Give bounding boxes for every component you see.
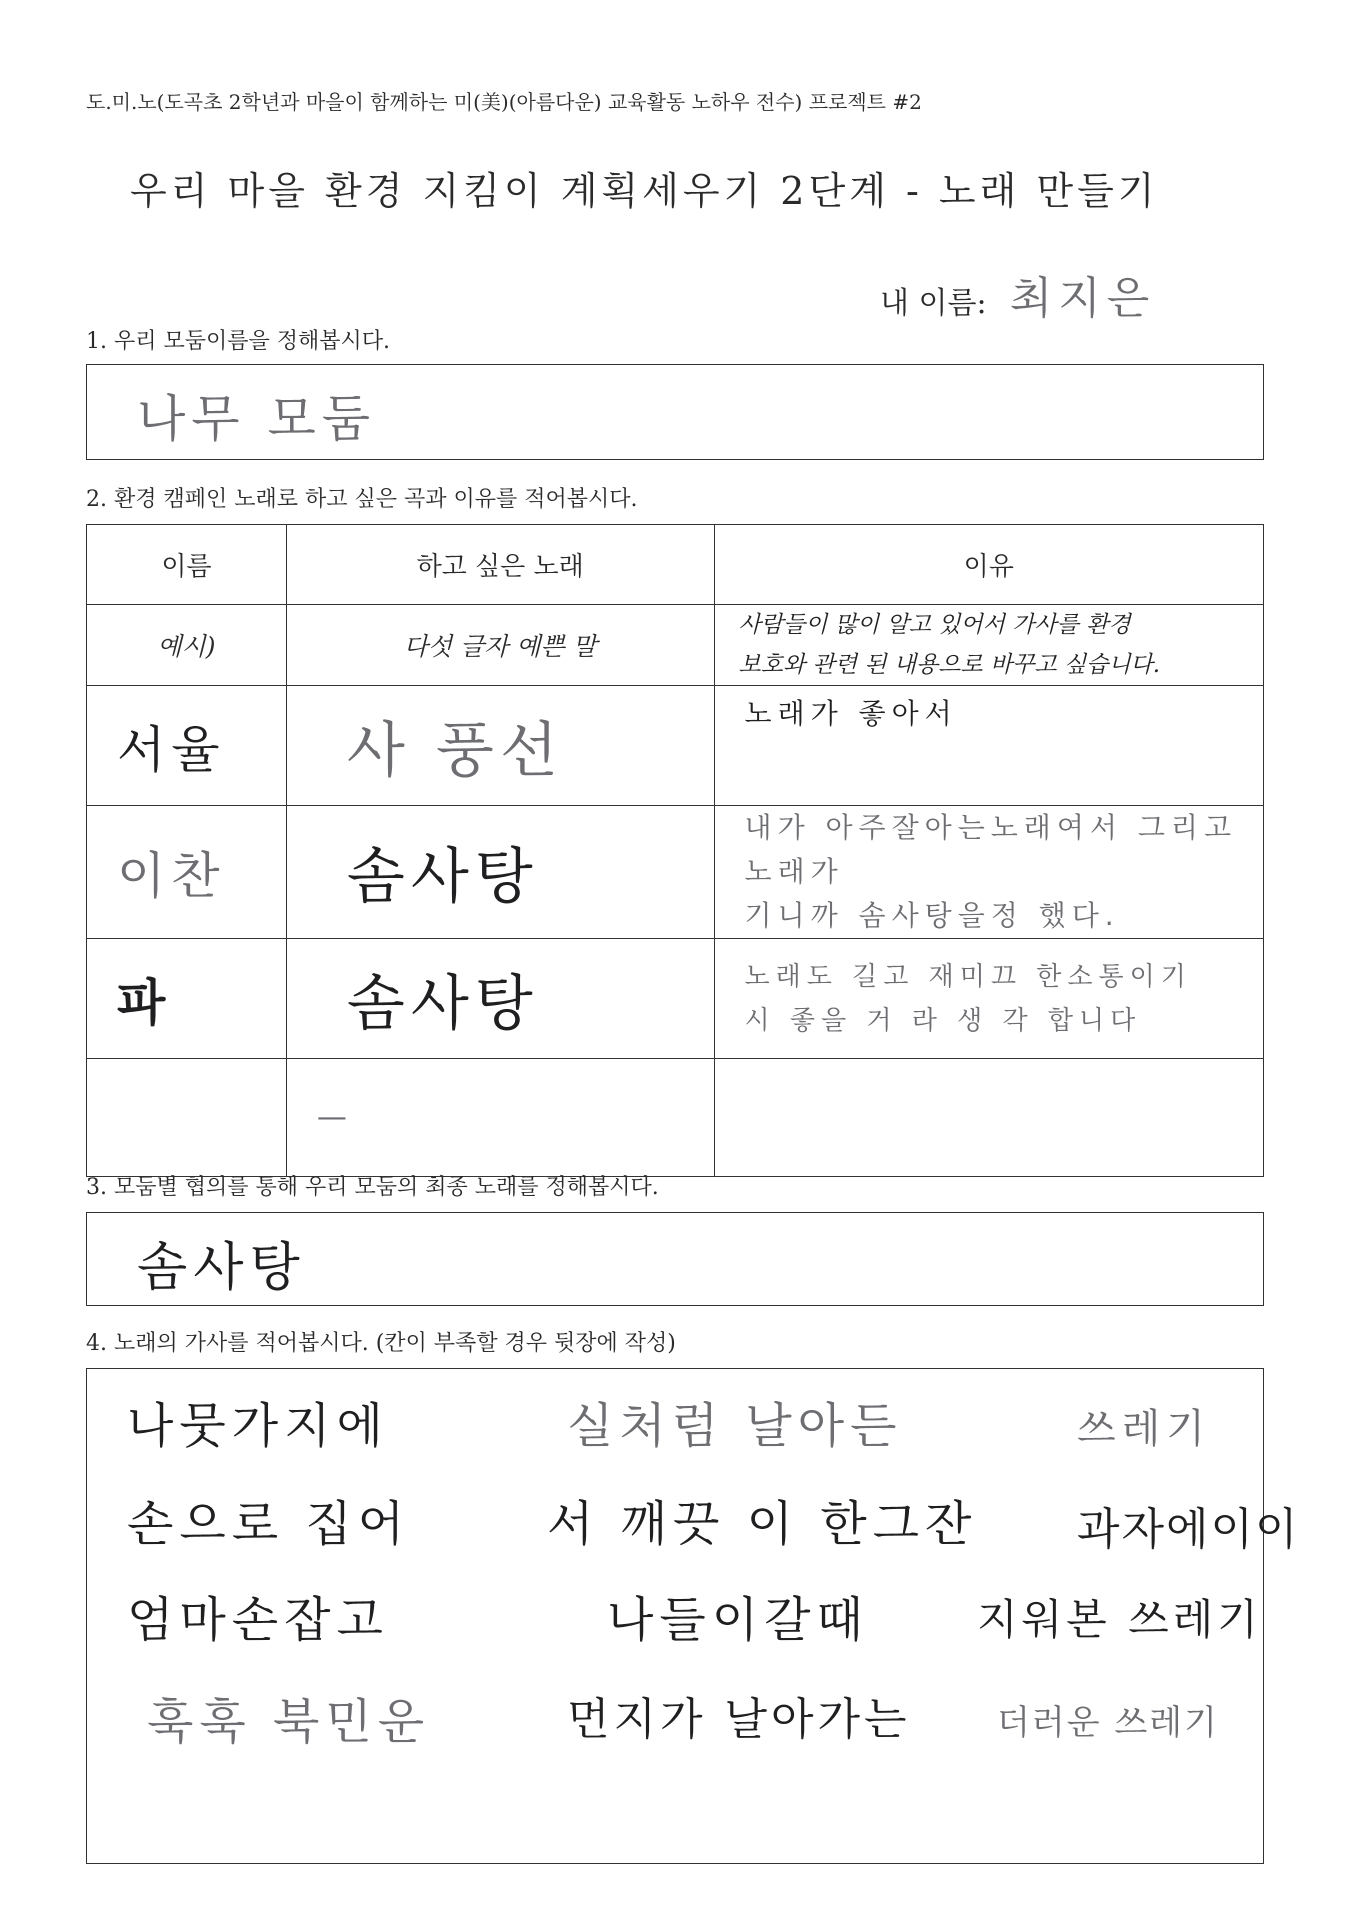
col-header-song: 하고 싶은 노래 (286, 525, 714, 605)
row-name: 파 (87, 939, 287, 1059)
reason-line: 시 좋을 거 라 생 각 합니다 (744, 1005, 1142, 1036)
example-reason (714, 605, 1263, 686)
table-row (87, 1059, 1264, 1177)
lyric-line: 쓰레기 (1077, 1406, 1211, 1452)
lyric-line: 서 깨끗 이 한그잔 (547, 1496, 978, 1552)
row-reason (714, 806, 1263, 939)
table-row (87, 939, 1264, 1059)
page-title: 우리 마을 환경 지킴이 계획세우기 2단계 - 노래 만들기 (130, 169, 1159, 213)
col-header-reason: 이유 (714, 525, 1263, 605)
lyric-line: 더러운 쓰레기 (997, 1703, 1219, 1743)
row-song: 솜사탕 (286, 939, 714, 1059)
name-area (880, 262, 1155, 326)
table-header-row (87, 525, 1264, 605)
reason-line: 노래도 길고 재미끄 한소통이기 (744, 961, 1192, 992)
table-row (87, 806, 1264, 939)
reason-line: 기니까 솜사탕을정 했다. (744, 899, 1120, 932)
row-song: — (286, 1059, 714, 1177)
q1-question: 1. 우리 모둠이름을 정해봅시다. (86, 329, 390, 354)
example-song: 다섯 글자 예쁜 말 (286, 605, 714, 686)
reason-line: 노래가 좋아서 (744, 697, 958, 730)
lyric-line: 나들이갈때 (607, 1592, 869, 1648)
row-song: 사 풍선 (286, 686, 714, 806)
project-line: 도.미.노(도곡초 2학년과 마을이 함께하는 미(美)(아름다운) 교육활동 노하우 전수) 프로젝트 #2 (86, 90, 922, 114)
q4-question: 4. 노래의 가사를 적어봅시다. (칸이 부족할 경우 뒷장에 작성) (86, 1331, 676, 1356)
row-reason (714, 939, 1263, 1059)
name-label: 내 이름: (880, 286, 987, 321)
lyric-line: 나뭇가지에 (127, 1398, 389, 1454)
row-name: 서율 (87, 686, 287, 806)
example-name: 예시) (87, 605, 287, 686)
q2-question: 2. 환경 캠페인 노래로 하고 싶은 곡과 이유를 적어봅시다. (86, 487, 638, 512)
lyric-line: 훅훅 북민운 (147, 1694, 431, 1750)
lyric-line: 실처럼 날아든 (567, 1398, 903, 1454)
q3-answer: 솜사탕 (137, 1238, 306, 1298)
lyrics-box (86, 1368, 1300, 1864)
reason-line: 내가 아주잘아는노래여서 그리고 노래가 (744, 811, 1237, 888)
lyric-line: 먼지가 날아가는 (567, 1694, 911, 1745)
lyric-line: 엄마손잡고 (127, 1592, 389, 1648)
row-name: 이찬 (87, 806, 287, 939)
row-name (87, 1059, 287, 1177)
example-reason-line: 사람들이 많이 알고 있어서 가사를 환경 (738, 612, 1131, 638)
name-value: 최지은 (1009, 273, 1156, 324)
row-reason (714, 686, 1263, 806)
q3-question: 3. 모둠별 협의를 통해 우리 모둠의 최종 노래를 정해봅시다. (86, 1175, 659, 1200)
row-reason (714, 1059, 1263, 1177)
q3-answer-box (86, 1212, 1264, 1306)
table-row-example (87, 605, 1264, 686)
col-header-name: 이름 (87, 525, 287, 605)
song-table (86, 524, 1264, 1177)
lyric-line: 지워본 쓰레기 (977, 1595, 1262, 1644)
lyric-line: 손으로 집어 (127, 1496, 411, 1552)
lyric-line: 과자에이이 (1077, 1504, 1300, 1555)
row-song: 솜사탕 (286, 806, 714, 939)
q1-answer: 나무 모둠 (137, 390, 377, 448)
example-reason-line: 보호와 관련 된 내용으로 바꾸고 싶습니다. (738, 652, 1161, 678)
q1-answer-box (86, 364, 1264, 460)
table-row (87, 686, 1264, 806)
